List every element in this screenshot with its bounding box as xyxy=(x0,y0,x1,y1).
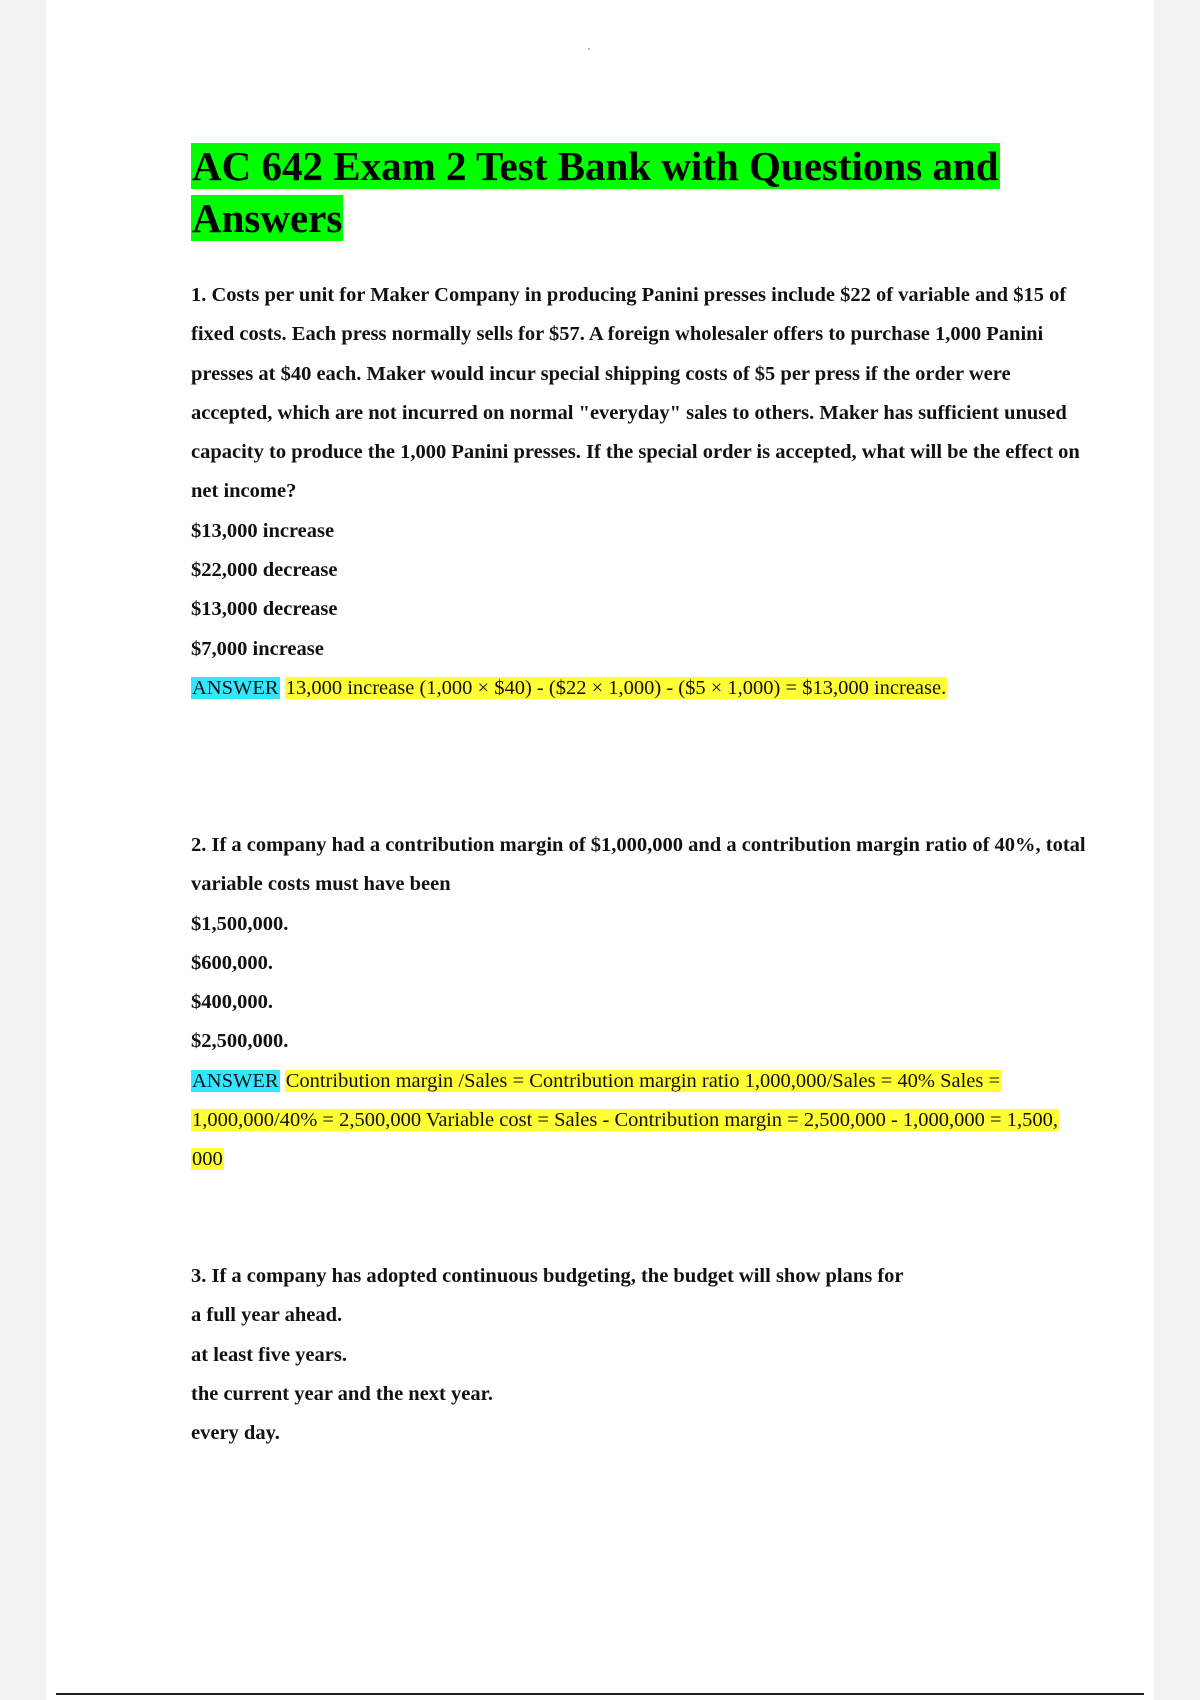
answer-option: the current year and the next year. xyxy=(191,1382,493,1405)
answer-line xyxy=(191,669,1091,708)
footer-divider xyxy=(56,1693,1144,1695)
question-stem xyxy=(191,1257,1091,1296)
answer-option: at least five years. xyxy=(191,1343,347,1366)
answer-explanation: 13,000 increase (1,000 × $40) - ($22 × 1,000) - ($5 × 1,000) = $13,000 increase. xyxy=(285,676,947,699)
answer-option: every day. xyxy=(191,1422,280,1445)
answer-option: $2,500,000. xyxy=(191,1030,289,1053)
answer-option: $7,000 increase xyxy=(191,637,324,660)
title-text: AC 642 Exam 2 Test Bank with Questions and Answers xyxy=(192,143,999,241)
answer-explanation: Contribution margin /Sales = Contribution margin ratio 1,000,000/Sales = 40% Sales = 1,000,000/40% = 2,500,000 Variable cost = Sales - Contribution margin = 2,500,000 - 1,000,000 = 1,500, 000 xyxy=(192,1069,1058,1171)
answer-option: $600,000. xyxy=(191,951,273,974)
page-mark xyxy=(588,48,590,50)
answer-option: $13,000 decrease xyxy=(191,598,338,621)
document-title xyxy=(191,140,1091,244)
answer-option: a full year ahead. xyxy=(191,1304,343,1327)
answer-label: ANSWER xyxy=(192,1069,279,1092)
question-1 xyxy=(191,276,1091,708)
question-3 xyxy=(191,1257,1091,1453)
question-number: 1. xyxy=(191,284,207,306)
document-page xyxy=(46,0,1154,1700)
question-number: 2. xyxy=(191,834,207,856)
answer-option: $1,500,000. xyxy=(191,912,289,935)
question-stem xyxy=(191,826,1091,905)
question-2 xyxy=(191,826,1091,1180)
question-number: 3. xyxy=(191,1265,207,1287)
question-text: If a company had a contribution margin of $1,000,000 and a contribution margin ratio of 40%, total variable costs must have been xyxy=(191,834,1086,896)
question-stem xyxy=(191,276,1091,512)
question-text: If a company has adopted continuous budgeting, the budget will show plans for xyxy=(211,1265,904,1287)
answer-option: $22,000 decrease xyxy=(191,559,338,582)
answer-option: $13,000 increase xyxy=(191,519,335,542)
answer-line xyxy=(191,1062,1091,1180)
question-text: Costs per unit for Maker Company in producing Panini presses include $22 of variable and $15 of fixed costs. Each press normally sells for $57. A foreign wholesaler offers to purchase 1,000 Panini presses at $40 each. Maker would incur special shipping costs of $5 per press if the order were accepted, which are not incurred on normal "everyday" sales to others. Maker has sufficient unused capacity to produce the 1,000 Panini presses. If the special order is accepted, what will be the effect on net income? xyxy=(191,284,1080,503)
answer-label: ANSWER xyxy=(192,676,279,699)
answer-option: $400,000. xyxy=(191,991,273,1014)
